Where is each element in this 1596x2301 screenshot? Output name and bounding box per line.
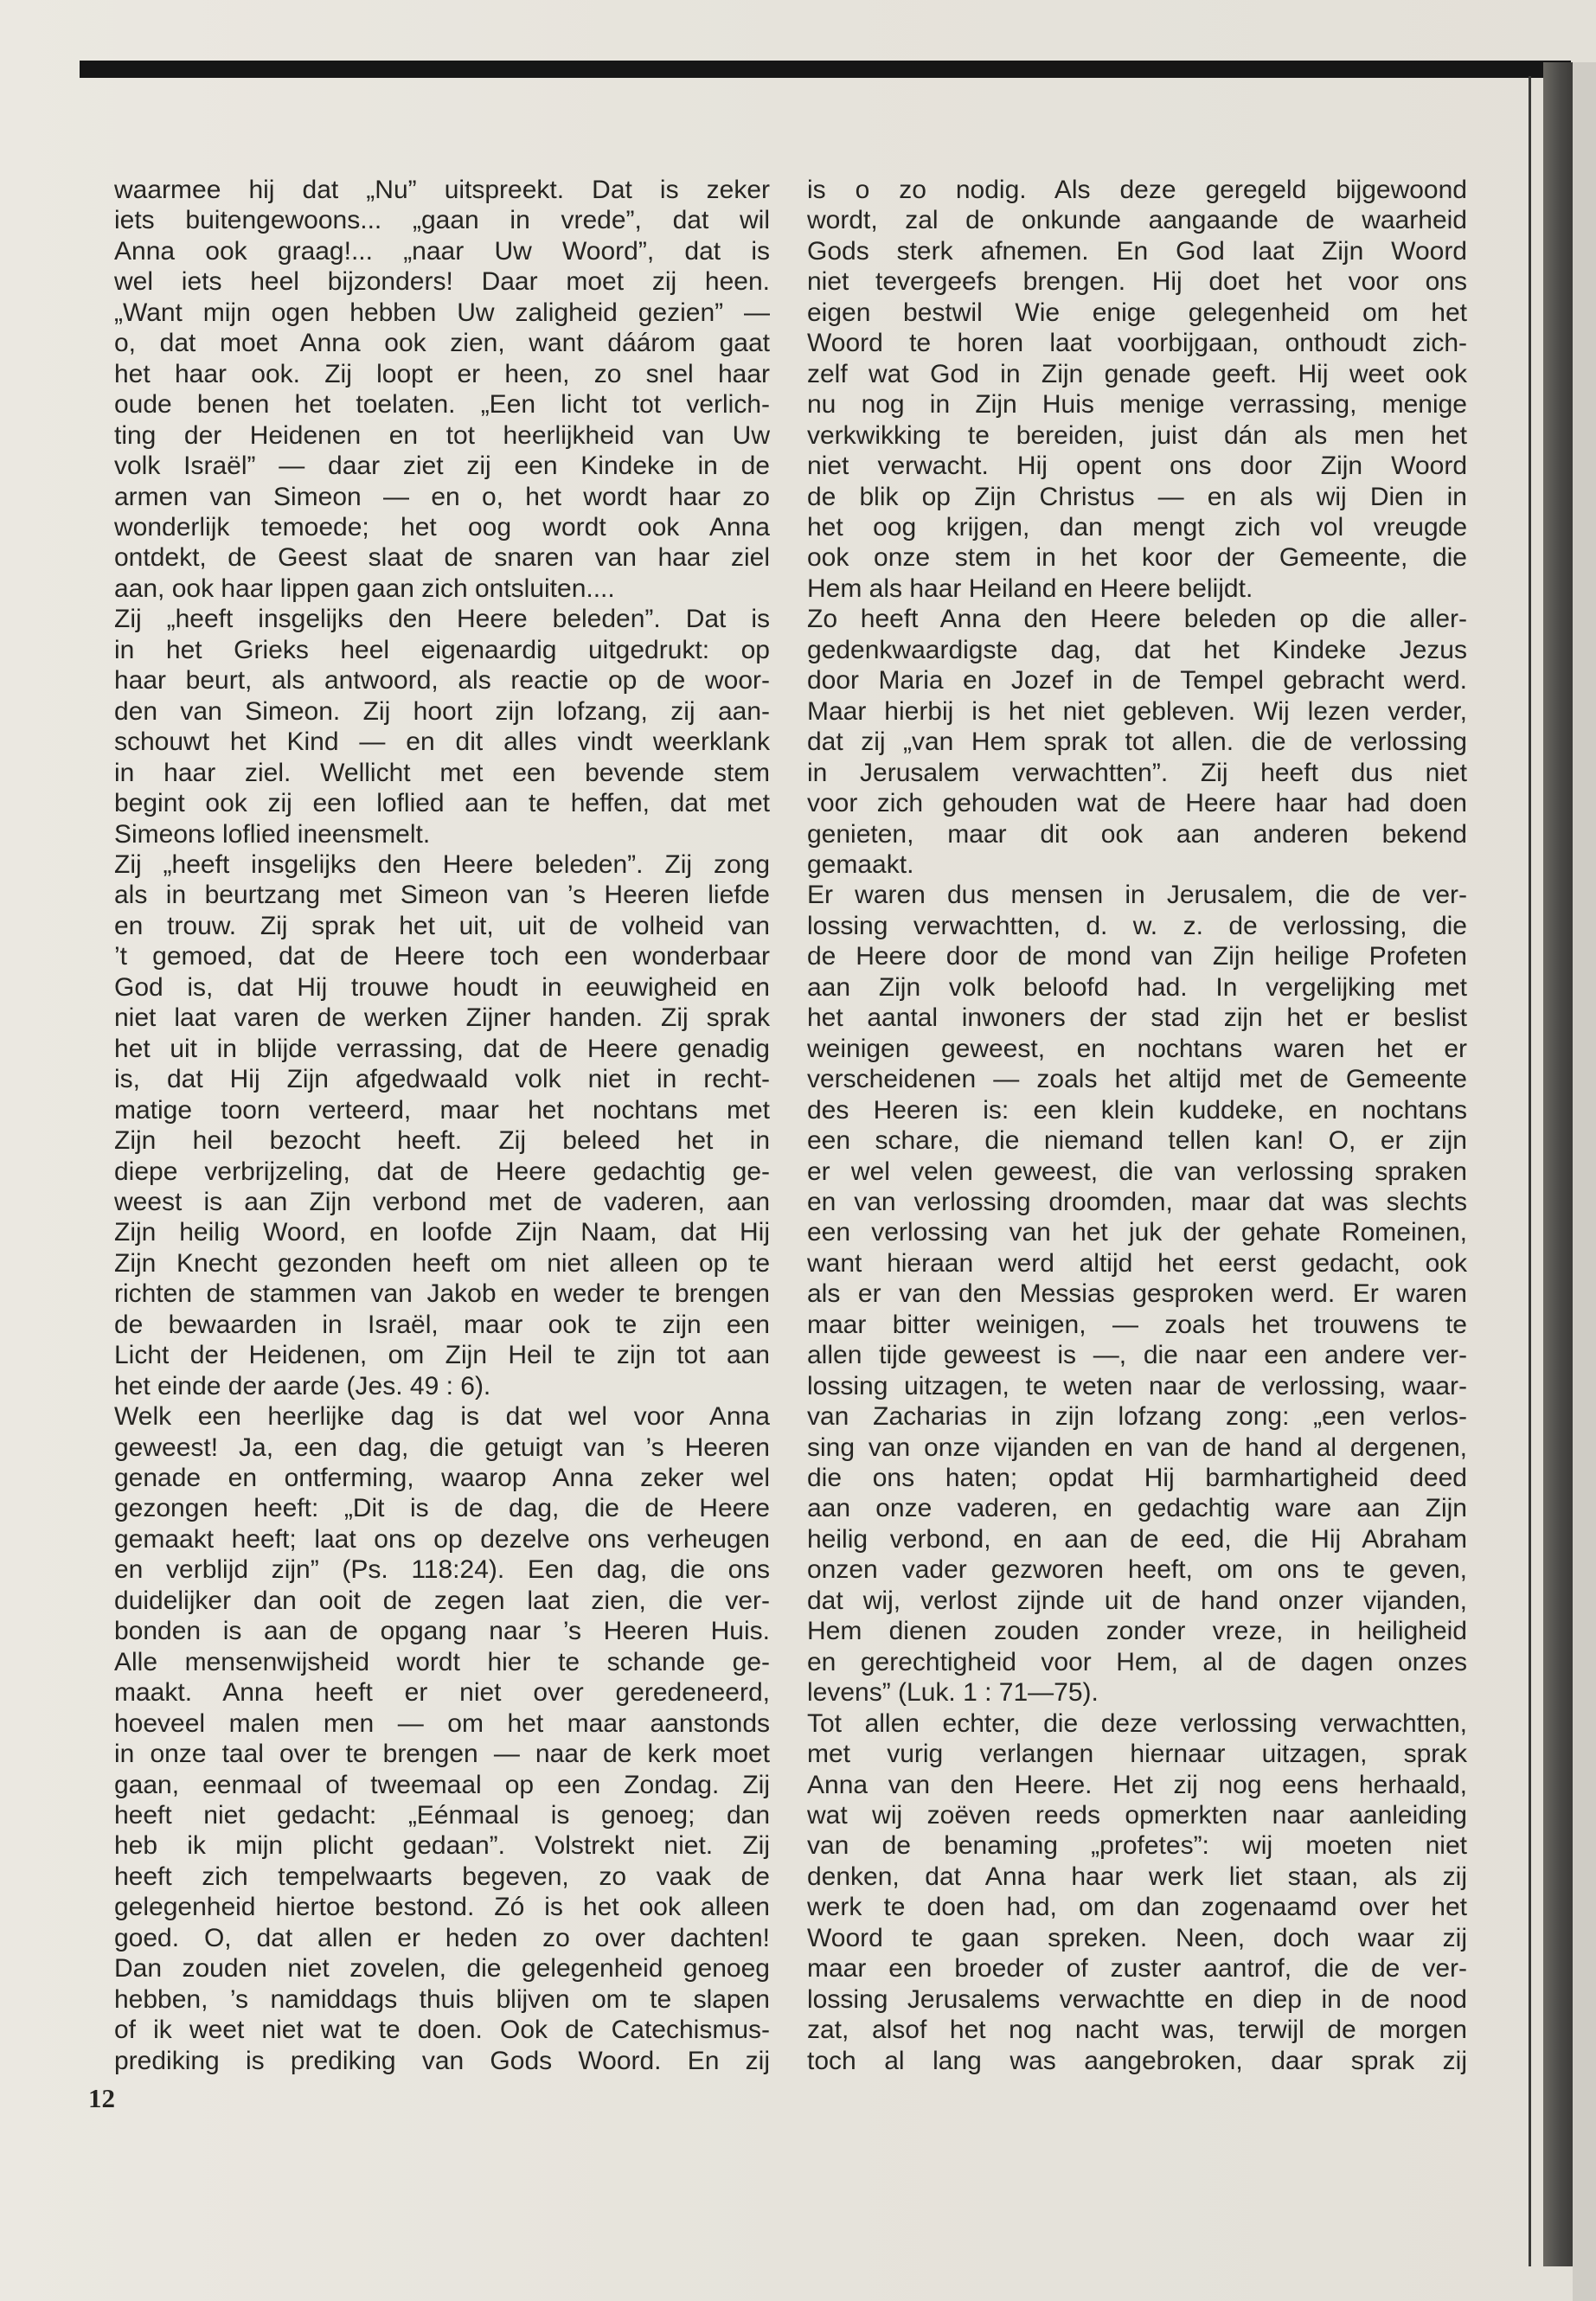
text-line: genieten, maar dit ook aan anderen bekend (807, 819, 1467, 849)
text-line: duidelijker dan ooit de zegen laat zien, die ver- (114, 1586, 770, 1615)
text-line: Tot allen echter, die deze verlossing verwachtten, (807, 1708, 1467, 1738)
text-line: weinigen geweest, en nochtans waren het er (807, 1034, 1467, 1063)
text-line: Woord te gaan spreken. Neen, doch waar zij (807, 1923, 1467, 1952)
text-line: het haar ook. Zij loopt er heen, zo snel haar (114, 359, 770, 388)
text-line: volk Israël” — daar ziet zij een Kindeke in de (114, 452, 770, 481)
text-line: Simeons loflied ineensmelt. (114, 819, 431, 849)
text-line: met vurig verlangen hiernaar uitzagen, sprak (807, 1740, 1467, 1769)
text-line: Hem dienen zouden zonder vreze, in heiligheid (807, 1617, 1467, 1646)
text-line: in het Grieks heel eigenaardig uitgedrukt: op (114, 635, 770, 664)
text-line: niet tevergeefs brengen. Hij doet het voor ons (807, 267, 1467, 297)
text-line: gaan, eenmaal of tweemaal op een Zondag. Zij (114, 1770, 770, 1799)
text-line: wat wij zoëven reeds opmerkten naar aanleiding (807, 1801, 1467, 1830)
text-line: Welk een heerlijke dag is dat wel voor Anna (114, 1402, 770, 1432)
text-line: Zij „heeft insgelijks den Heere beleden”. Zij zong (114, 849, 770, 879)
text-line: Er waren dus mensen in Jerusalem, die de ver- (807, 881, 1467, 910)
text-line: die ons haten; opdat Hij barmhartigheid deed (807, 1464, 1467, 1493)
text-line: van Zacharias in zijn lofzang zong: „een verlos- (807, 1402, 1467, 1432)
text-line: maar bitter weinigen, — zoals het trouwens te (807, 1310, 1467, 1339)
text-line: diepe verbrijzeling, dat de Heere gedachtig ge- (114, 1157, 770, 1186)
text-line: gezongen heeft: „Dit is de dag, die de Heere (114, 1494, 770, 1523)
text-line: want hieraan werd altijd het eerst gedacht, ook (807, 1248, 1467, 1278)
text-line: het einde der aarde (Jes. 49 : 6). (114, 1371, 491, 1400)
text-line: of ik weet niet wat te doen. Ook de Catechismus- (114, 2016, 770, 2045)
text-line: heb ik mijn plicht gedaan”. Volstrekt niet. Zij (114, 1831, 770, 1861)
text-line: aan, ook haar lippen gaan zich ontsluiten.... (114, 574, 615, 603)
text-line: heeft niet gedacht: „Eénmaal is genoeg; dan (114, 1801, 770, 1830)
text-line: waarmee hij dat „Nu” uitspreekt. Dat is zeker (114, 176, 770, 204)
text-line: een verlossing van het juk der gehate Romeinen, (807, 1218, 1467, 1247)
text-line: aan onze vaderen, en gedachtig ware aan Zijn (807, 1494, 1467, 1523)
binding-edge (1543, 62, 1573, 2266)
text-line: aan Zijn volk beloofd had. In vergelijking met (807, 972, 1467, 1002)
text-line: heilig verbond, en aan de eed, die Hij Abraham (807, 1524, 1467, 1554)
text-line: ontdekt, de Geest slaat de snaren van haar ziel (114, 543, 770, 573)
text-line: armen van Simeon — en o, het wordt haar zo (114, 482, 770, 511)
text-line: in onze taal over te brengen — naar de kerk moet (114, 1740, 770, 1769)
text-line: dat zij „van Hem sprak tot allen. die de verlossing (807, 727, 1467, 757)
text-line: o, dat moet Anna ook zien, want dáárom gaat (114, 329, 770, 358)
text-line: wonderlijk temoede; het oog wordt ook Anna (114, 512, 770, 542)
text-line: allen tijde geweest is —, die naar een andere ver- (807, 1341, 1467, 1370)
text-line: gemaakt heeft; laat ons op dezelve ons verheugen (114, 1524, 770, 1554)
text-line: heeft zich tempelwaarts begeven, zo vaak de (114, 1862, 770, 1891)
text-line: van de benaming „profetes”: wij moeten niet (807, 1831, 1467, 1861)
text-line: de Heere door de mond van Zijn heilige Profeten (807, 942, 1467, 971)
text-line: Anna ook graag!... „naar Uw Woord”, dat is (114, 236, 770, 266)
text-line: lossing Jerusalems verwachtte en diep in de nood (807, 1984, 1467, 2014)
text-line: er wel velen geweest, die van verlossing spraken (807, 1157, 1467, 1186)
text-line: iets buitengewoons... „gaan in vrede”, dat wil (114, 206, 770, 235)
text-line: en van verlossing droomden, maar dat was slechts (807, 1187, 1467, 1216)
text-line: levens” (Luk. 1 : 71—75). (807, 1678, 1099, 1708)
text-line: de bewaarden in Israël, maar ook te zijn een (114, 1310, 770, 1339)
text-line: als in beurtzang met Simeon van ’s Heeren liefde (114, 881, 770, 910)
text-line: is, dat Hij Zijn afgedwaald volk niet in recht- (114, 1065, 770, 1094)
text-line: het uit in blijde verrassing, dat de Heere genadig (114, 1034, 770, 1063)
page-number: 12 (88, 2083, 115, 2113)
text-line: gelegenheid hiertoe bestond. Zó is het ook alleen (114, 1893, 770, 1922)
text-line: lossing verwachtten, d. w. z. de verlossing, die (807, 911, 1467, 940)
text-line: werk te doen had, om dan zogenaamd over het (807, 1893, 1467, 1922)
text-line: Zij „heeft insgelijks den Heere beleden”. Dat is (114, 605, 770, 634)
text-line: weest is aan Zijn verbond met de vaderen, aan (114, 1187, 770, 1216)
text-line: verscheidenen — zoals het altijd met de Gemeente (807, 1065, 1467, 1094)
text-line: richten de stammen van Jakob en weder te brengen (114, 1279, 770, 1309)
text-line: ook onze stem in het koor der Gemeente, die (807, 543, 1467, 573)
text-line: verkwikking te bereiden, juist dán als men het (807, 420, 1467, 450)
left-column (114, 175, 770, 2076)
text-line: nu nog in Zijn Huis menige verrassing, menige (807, 390, 1467, 420)
text-line: matige toorn verteerd, maar het nochtans met (114, 1095, 770, 1125)
text-line: Alle mensenwijsheid wordt hier te schande ge- (114, 1647, 770, 1676)
text-line: genade en ontferming, waarop Anna zeker wel (114, 1464, 770, 1493)
text-line: prediking is prediking van Gods Woord. En zij (114, 2046, 770, 2075)
text-line: hebben, ’s namiddags thuis blijven om te slapen (114, 1984, 770, 2014)
text-line: toch al lang was aangebroken, daar sprak zij (807, 2046, 1467, 2075)
text-line: de blik op Zijn Christus — en als wij Dien in (807, 482, 1467, 511)
text-line: oude benen het toelaten. „Een licht tot verlich- (114, 390, 770, 420)
text-line: eigen bestwil Wie enige gelegenheid om het (807, 298, 1467, 327)
text-line: zelf wat God in Zijn genade geeft. Hij weet ook (807, 359, 1467, 388)
binding-edge-line (1529, 76, 1531, 2266)
text-line: Zijn Knecht gezonden heeft om niet alleen op te (114, 1248, 770, 1278)
text-line: ting der Heidenen en tot heerlijkheid van Uw (114, 420, 770, 450)
text-line: „Want mijn ogen hebben Uw zaligheid gezien” — (114, 298, 770, 327)
text-line: Zijn heil bezocht heeft. Zij beleed het in (114, 1126, 770, 1156)
text-line: Woord te horen laat voorbijgaan, onthoudt zich- (807, 329, 1467, 358)
text-line: God is, dat Hij trouwe houdt in eeuwigheid en (114, 972, 770, 1002)
text-line: voor zich gehouden wat de Heere haar had doen (807, 789, 1467, 818)
text-line: in haar ziel. Wellicht met een bevende stem (114, 758, 770, 787)
text-line: Maar hierbij is het niet gebleven. Wij lezen verder, (807, 696, 1467, 726)
text-line: schouwt het Kind — en dit alles vindt weerklank (114, 727, 770, 757)
text-line: het aantal inwoners der stad zijn het er beslist (807, 1003, 1467, 1033)
text-line: sing van onze vijanden en van de hand al dergenen, (807, 1433, 1467, 1462)
text-line: dat wij, verlost zijnde uit de hand onzer vijanden, (807, 1586, 1467, 1615)
top-border (80, 61, 1571, 78)
text-line: Hem als haar Heiland en Heere belijdt. (807, 574, 1253, 603)
text-line: den van Simeon. Zij hoort zijn lofzang, zij aan- (114, 696, 770, 726)
text-line: en trouw. Zij sprak het uit, uit de volheid van (114, 911, 770, 940)
text-line: niet verwacht. Hij opent ons door Zijn Woord (807, 452, 1467, 481)
text-line: zat, alsof het nog nacht was, terwijl de morgen (807, 2016, 1467, 2045)
text-line: maar een broeder of zuster aantrof, die de ver- (807, 1954, 1467, 1984)
text-line: begint ook zij een loflied aan te heffen, dat met (114, 789, 770, 818)
text-line: Dan zouden niet zovelen, die gelegenheid genoeg (114, 1954, 770, 1984)
text-line: denken, dat Anna haar werk liet staan, als zij (807, 1862, 1467, 1891)
text-line: door Maria en Jozef in de Tempel gebracht werd. (807, 666, 1467, 695)
text-line: Zijn heilig Woord, en loofde Zijn Naam, dat Hij (114, 1218, 770, 1247)
text-line: niet laat varen de werken Zijner handen. Zij sprak (114, 1003, 770, 1033)
text-line: des Heeren is: een klein kuddeke, en nochtans (807, 1095, 1467, 1125)
text-line: onzen vader gezworen heeft, om ons te geven, (807, 1555, 1467, 1585)
text-line: als er van den Messias gesproken werd. Er waren (807, 1279, 1467, 1309)
text-line: is o zo nodig. Als deze geregeld bijgewoond (807, 176, 1467, 204)
text-line: geweest! Ja, een dag, die getuigt van ’s Heeren (114, 1433, 770, 1462)
text-line: lossing uitzagen, te weten naar de verlossing, waar- (807, 1371, 1467, 1400)
text-line: goed. O, dat allen er heden zo over dachten! (114, 1923, 770, 1952)
text-line: wel iets heel bijzonders! Daar moet zij heen. (114, 267, 770, 297)
text-line: Anna van den Heere. Het zij nog eens herhaald, (807, 1770, 1467, 1799)
text-line: wordt, zal de onkunde aangaande de waarheid (807, 206, 1467, 235)
right-column (807, 175, 1467, 2076)
text-line: en verblijd zijn” (Ps. 118:24). Een dag, die ons (114, 1555, 770, 1585)
text-line: Gods sterk afnemen. En God laat Zijn Woord (807, 236, 1467, 266)
text-line: haar beurt, als antwoord, als reactie op de woor- (114, 666, 770, 695)
text-line: hoeveel malen men — om het maar aanstonds (114, 1708, 770, 1738)
outer-margin (1573, 62, 1596, 2301)
text-line: ’t gemoed, dat de Heere toch een wonderbaar (114, 942, 770, 971)
text-line: een schare, die niemand tellen kan! O, er zijn (807, 1126, 1467, 1156)
text-line: gedenkwaardigste dag, dat het Kindeke Jezus (807, 635, 1467, 664)
text-line: Licht der Heidenen, om Zijn Heil te zijn tot aan (114, 1341, 770, 1370)
text-line: in Jerusalem verwachtten”. Zij heeft dus niet (807, 758, 1467, 787)
text-line: bonden is aan de opgang naar ’s Heeren Huis. (114, 1617, 770, 1646)
text-line: en gerechtigheid voor Hem, al de dagen onzes (807, 1647, 1467, 1676)
text-line: maakt. Anna heeft er niet over geredeneerd, (114, 1678, 770, 1708)
text-line: gemaakt. (807, 849, 914, 879)
text-line: Zo heeft Anna den Heere beleden op die aller- (807, 605, 1467, 634)
text-line: het oog krijgen, dan mengt zich vol vreugde (807, 512, 1467, 542)
